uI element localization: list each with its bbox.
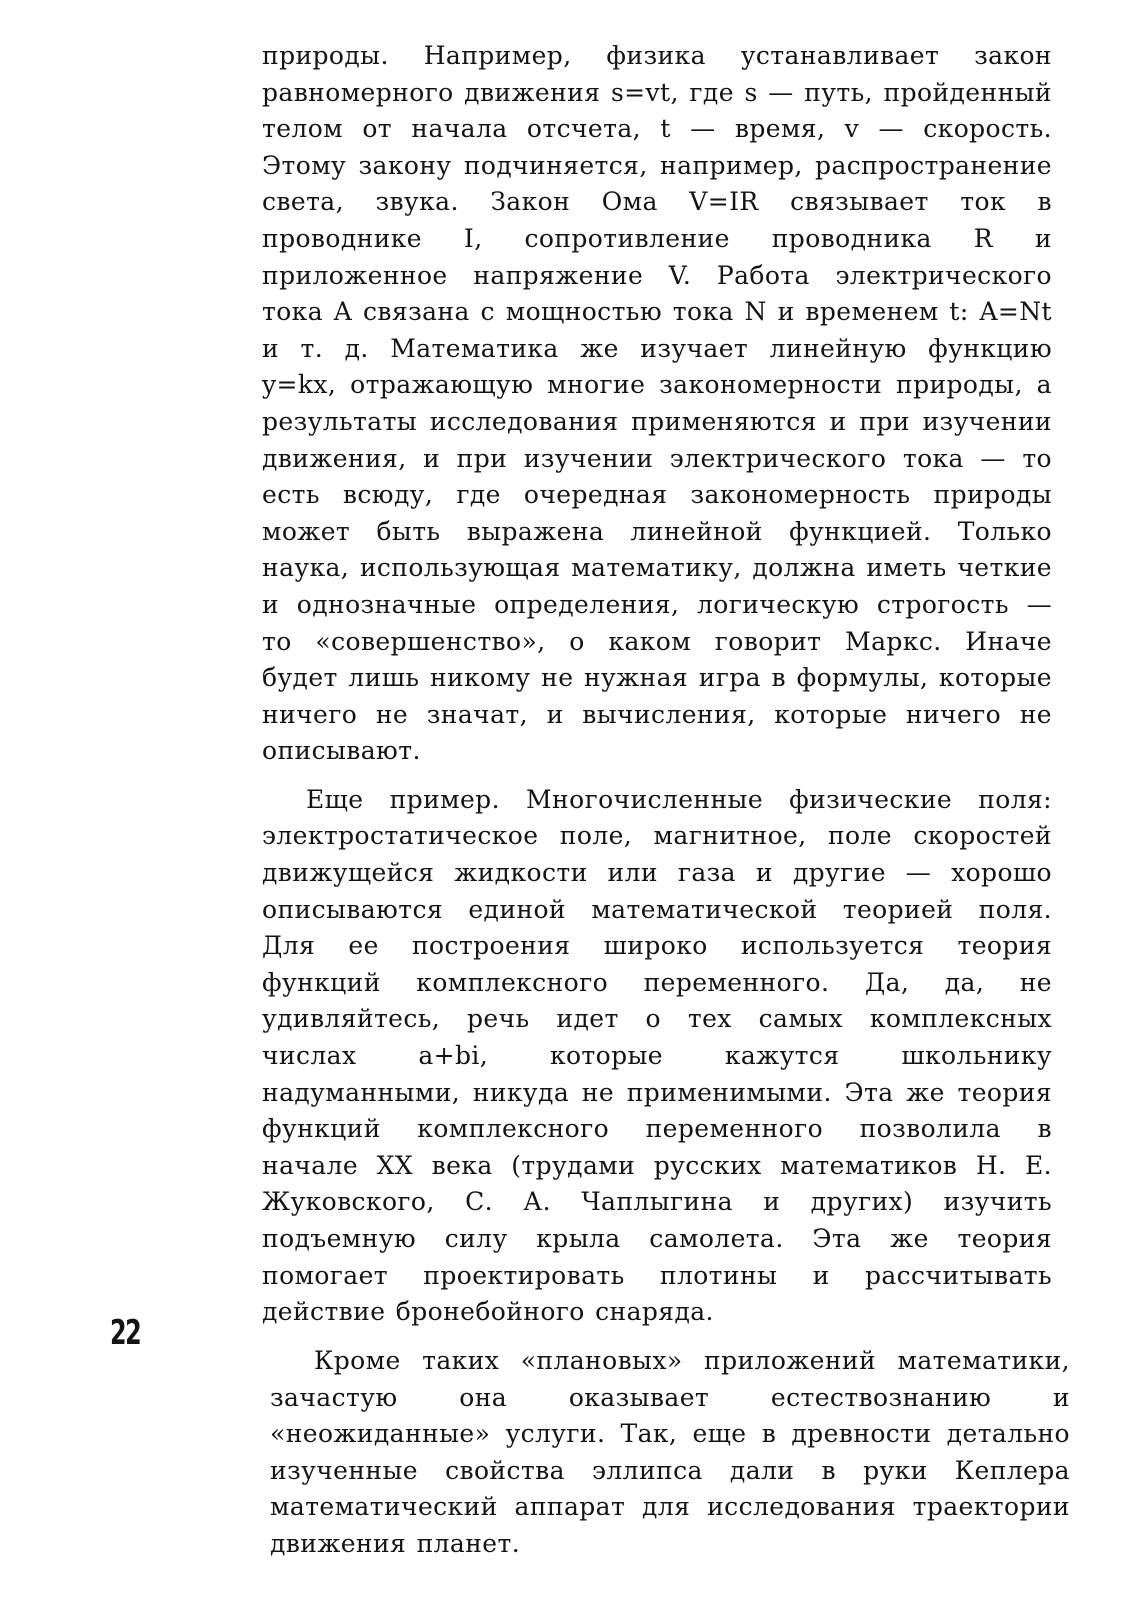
text-column [262,38,1052,1331]
page-number: 22 [110,1313,141,1353]
paragraph-3: Кроме таких «плановых» приложений математики, зачастую она оказывает естествознанию и «неожиданные» услуги. Так, еще в древности детально изученные свойства эллипса дали в руки Кеплера математический аппарат для исследования траектории движения планет. [270,1346,1070,1558]
paragraph-2: Еще пример. Многочисленные физические поля: электростатическое поле, магнитное, поле скоростей движущейся жидкости или газа и другие — хорошо описываются единой математической теорией поля. Для ее построения широко используется теория функций комплексного переменного. Да, да, не удивляйтесь, речь идет о тех самых комплексных числах a+bi, которые кажутся школьнику надуманными, никуда не применимыми. Эта же теория функций комплексного переменного позволила в начале XX века (трудами русских математиков Н. Е. Жуковского, С. А. Чаплыгина и других) изучить подъемную силу крыла самолета. Эта же теория помогает проектировать плотины и рассчитывать действие бронебойного снаряда. [262,784,1052,1327]
paragraph-1: природы. Например, физика устанавливает закон равномерного движения s=vt, где s — путь, пройденный телом от начала отсчета, t — время, v — скорость. Этому закону подчиняется, например, распространение света, звука. Закон Ома V=IR связывает ток в проводнике I, сопротивление проводника R и приложенное напряжение V. Работа электрического тока A связана с мощностью тока N и временем t: A=Nt и т. д. Математика же изучает линейную функцию y=kx, отражающую многие закономерности природы, а результаты исследования применяются и при изучении движения, и при изучении электрического тока — то есть всюду, где очередная закономерность природы может быть выражена линейной функцией. Только наука, использующая математику, должна иметь четкие и однозначные определения, логическую строгость — то «совершенство», о каком говорит Маркс. Иначе будет лишь никому не нужная игра в формулы, которые ничего не значат, и вычисления, которые ничего не описывают. [262,41,1052,766]
text-column-bottom [270,1343,1070,1563]
